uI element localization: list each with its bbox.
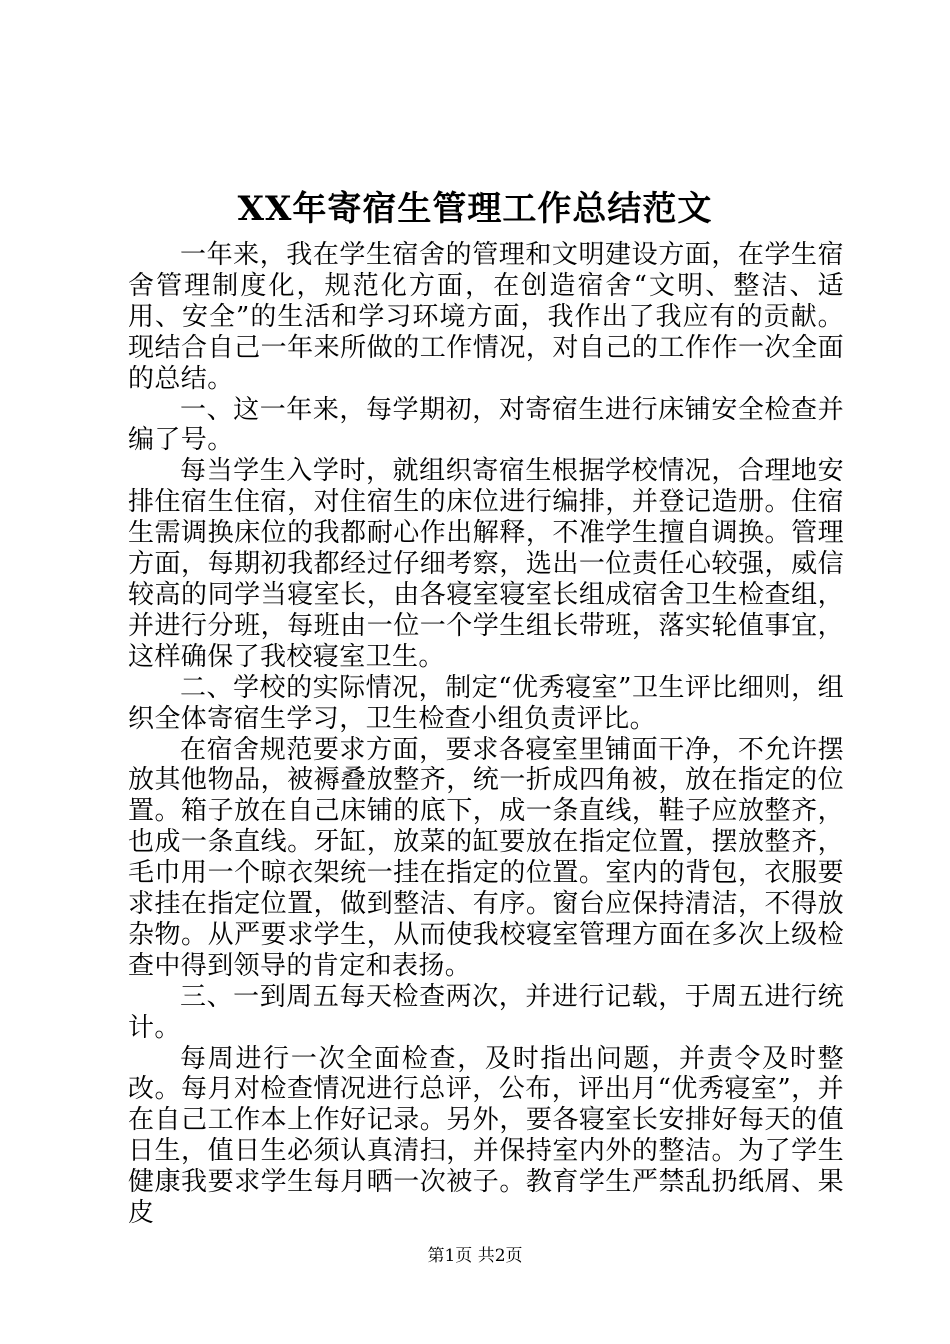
paragraph: 在宿舍规范要求方面，要求各寝室里铺面干净，不允许摆放其他物品，被褥叠放整齐，统一折成四角被，放在指定的位置。箱子放在自己床铺的底下，成一条直线，鞋子应放整齐，也成一条直线。牙缸，放菜的缸要放在指定位置，摆放整齐，毛巾用一个晾衣架统一挂在指定的位置。室内的背包，衣服要求挂在指定位置，做到整洁、有序。窗台应保持清洁，不得放杂物。从严要求学生，从而使我校寝室管理方面在多次上级检查中得到领导的肯定和表扬。 xyxy=(128,734,844,981)
paragraph: 一年来，我在学生宿舍的管理和文明建设方面，在学生宿舍管理制度化，规范化方面，在创造宿舍“文明、整洁、适用、安全”的生活和学习环境方面，我作出了我应有的贡献。现结合自己一年来所做的工作情况，对自己的工作作一次全面的总结。 xyxy=(128,240,844,394)
document-title: XX年寄宿生管理工作总结范文 xyxy=(237,189,713,229)
page-footer: 第1页 共2页 xyxy=(427,1246,523,1266)
paragraph: 每周进行一次全面检查，及时指出问题，并责令及时整改。每月对检查情况进行总评，公布，评出月“优秀寝室”，并在自己工作本上作好记录。另外，要各寝室长安排好每天的值日生，值日生必须认真清扫，并保持室内外的整洁。为了学生健康我要求学生每月晒一次被子。教育学生严禁乱扔纸屑、果皮 xyxy=(128,1043,844,1229)
paragraph: 二、学校的实际情况，制定“优秀寝室”卫生评比细则，组织全体寄宿生学习，卫生检查小组负责评比。 xyxy=(128,672,844,734)
paragraph: 一、这一年来，每学期初，对寄宿生进行床铺安全检查并编了号。 xyxy=(128,394,844,456)
paragraph: 三、一到周五每天检查两次，并进行记载，于周五进行统计。 xyxy=(128,981,844,1043)
document-body xyxy=(128,240,844,1229)
paragraph: 每当学生入学时，就组织寄宿生根据学校情况，合理地安排住宿生住宿，对住宿生的床位进行编排，并登记造册。住宿生需调换床位的我都耐心作出解释，不准学生擅自调换。管理方面，每期初我都经过仔细考察，选出一位责任心较强，威信较高的同学当寝室长，由各寝室寝室长组成宿舍卫生检查组，并进行分班，每班由一位一个学生组长带班，落实轮值事宜，这样确保了我校寝室卫生。 xyxy=(128,456,844,672)
